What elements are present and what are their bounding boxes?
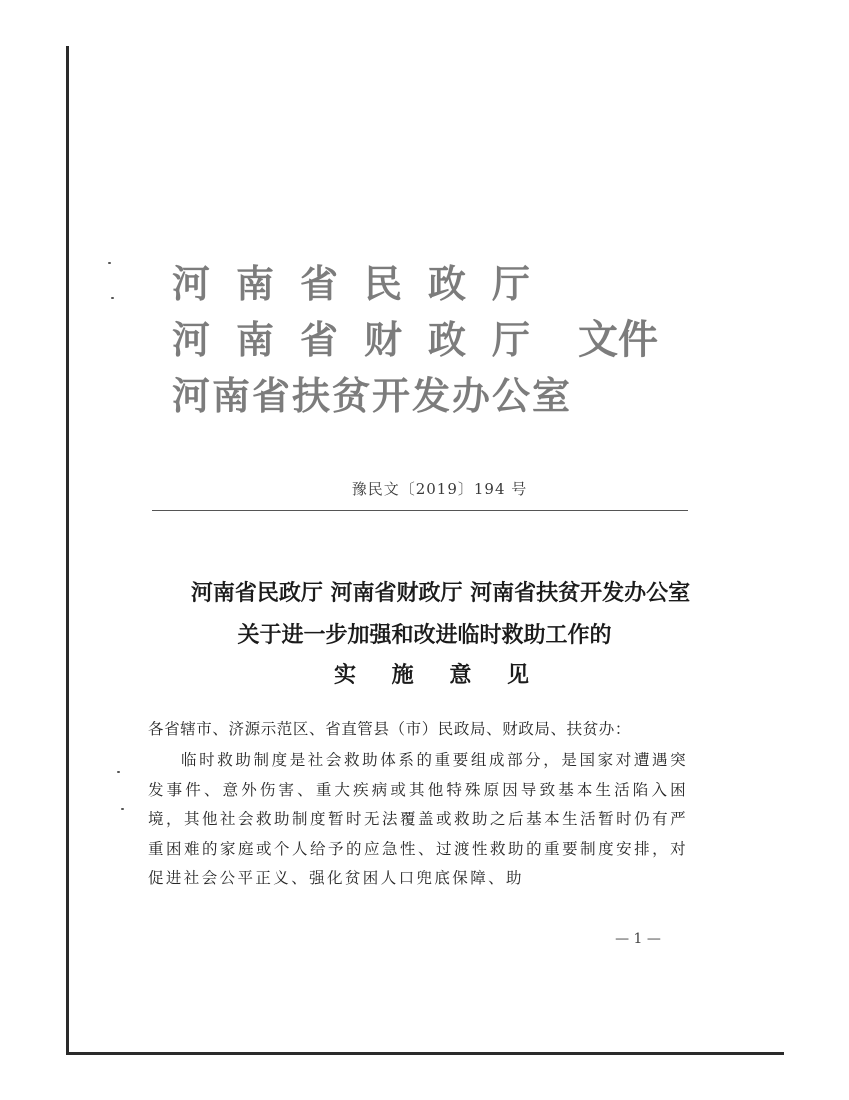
document-title-line: 河南省民政厅 河南省财政厅 河南省扶贫开发办公室 [190, 580, 691, 606]
document-title-line: 关于进一步加强和改进临时救助工作的 [237, 622, 612, 648]
scan-border-left [66, 46, 69, 1054]
salutation: 各省辖市、济源示范区、省直管县（市）民政局、财政局、扶贫办： [148, 720, 632, 738]
file-label: 文件 [578, 316, 658, 363]
document-number-text: 豫民文〔2019〕194 号 [351, 480, 528, 498]
document-number [0, 479, 849, 499]
scan-speck [117, 771, 120, 773]
issuer-name: 河南省扶贫开发办公室 [172, 373, 573, 418]
issuer-name: 河南省财政厅 [172, 317, 557, 362]
document-title-line: 实 施 意 见 [334, 662, 543, 688]
issuer-header [172, 262, 692, 432]
scan-border-bottom [66, 1052, 784, 1055]
header-divider [152, 510, 688, 511]
body-paragraph: 临时救助制度是社会救助体系的重要组成部分，是国家对遭遇突发事件、意外伤害、重大疾病或其他特殊原因导致基本生活陷入困境，其他社会救助制度暂时无法覆盖或救助之后基本生活暂时仍有严重困难的家庭或个人给予的应急性、过渡性救助的重要制度安排，对促进社会公平正义、强化贫困人口兜底保障、助 [148, 751, 688, 887]
issuer-name: 河南省民政厅 [172, 261, 557, 306]
page-number: — 1 — [615, 931, 661, 947]
scan-speck [108, 262, 111, 264]
scan-speck [121, 808, 124, 810]
scan-speck [111, 297, 114, 299]
